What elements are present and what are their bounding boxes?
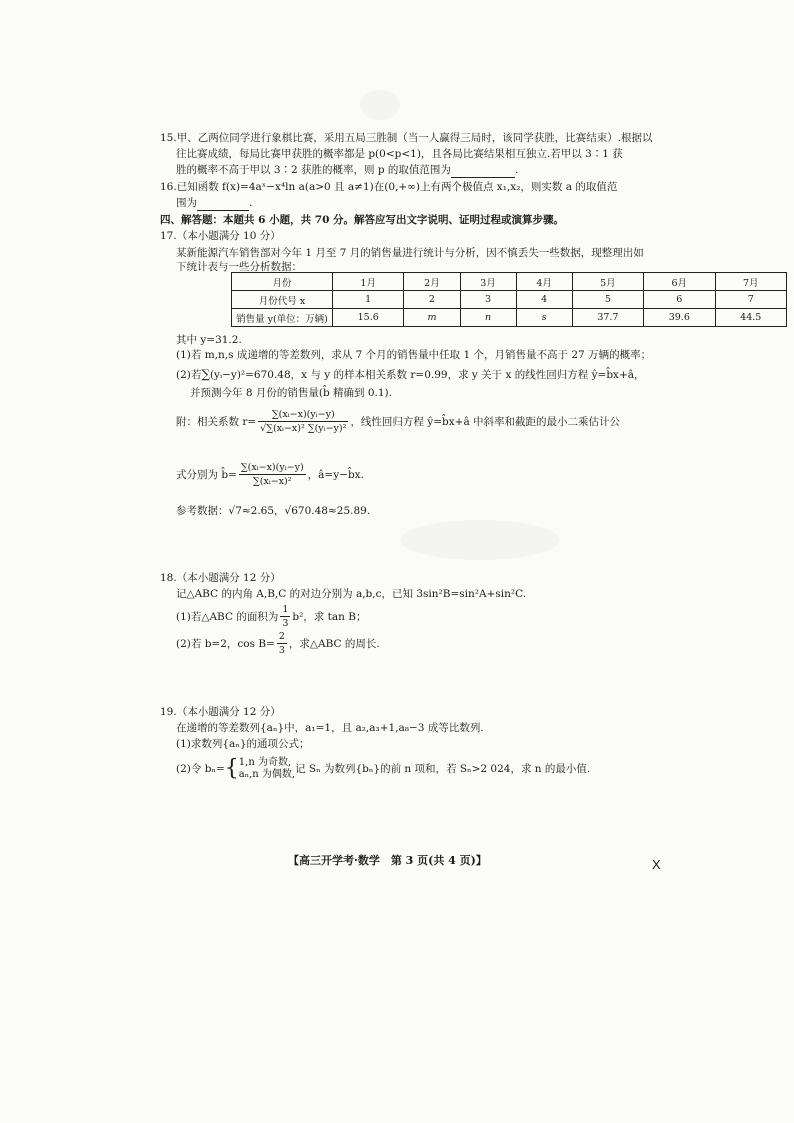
- q17-part2: [176, 367, 645, 382]
- q19-part2-suffix: 记 Sₙ 为数列{bₙ}的前 n 项和，若 Sₙ>2 024，求 n 的最小值.: [295, 763, 591, 775]
- left-brace: {: [224, 756, 239, 781]
- table-cell: 5月: [572, 273, 643, 291]
- table-cell: 15.6: [333, 309, 404, 327]
- q17-given: 其中 y=31.2.: [176, 334, 242, 346]
- q19-part2: [176, 755, 590, 783]
- correlation-denominator: √∑(xᵢ−x)² ∑(yᵢ−y)²: [260, 423, 347, 434]
- q15-line3-end: .: [514, 164, 519, 176]
- q16-line2-end: .: [249, 197, 253, 209]
- table-cell: 2: [404, 291, 460, 309]
- fraction-one-third: [280, 604, 290, 630]
- slope-numerator: ∑(xᵢ−x)(yᵢ−y): [240, 462, 304, 473]
- table-cell: 月份代号 x: [232, 291, 333, 309]
- q17-part2-prefix: (2)若: [176, 369, 202, 381]
- q18-part2-prefix: (2)若 b=2，cos B=: [176, 638, 275, 650]
- table-cell: 销售量 y(单位：万辆): [232, 309, 333, 327]
- q17-reference: 参考数据：√7≈2.65，√670.48≈25.89.: [176, 505, 371, 517]
- table-cell: 4: [516, 291, 572, 309]
- q17-part2-line2: 并预测今年 8 月份的销售量(b̂ 精确到 0.1).: [190, 387, 392, 399]
- q17-part2-text: (yᵢ−y)²=670.48，x 与 y 的样本相关系数 r=0.99，求 y 关于 x 的线性回归方程 ŷ=b̂x+â，: [209, 369, 645, 381]
- table-cell: 3: [460, 291, 516, 309]
- q17-part1: (1)若 m,n,s 成递增的等差数列，求从 7 个月的销售量中任取 1 个，月销售量不高于 27 万辆的概率；: [176, 349, 652, 361]
- table-row-sales: [232, 309, 787, 327]
- q18-part2-suffix: ，求△ABC 的周长.: [288, 638, 380, 650]
- q17-intro1: 某新能源汽车销售部对今年 1 月至 7 月的销售量进行统计与分析，因不慎丢失一些数据，现整理出如: [176, 247, 644, 259]
- table-cell: 37.7: [572, 309, 643, 327]
- table-cell: 6: [644, 291, 715, 309]
- q15-line3: [176, 163, 518, 178]
- correlation-numerator: ∑(xᵢ−x)(yᵢ−y): [258, 409, 348, 422]
- fraction-denominator: 3: [282, 618, 289, 629]
- section-heading: 四、解答题：本题共 6 小题，共 70 分。解答应写出文字说明、证明过程或演算步骤。: [160, 214, 565, 226]
- formula-suffix: ，â=y−b̂x.: [307, 469, 364, 481]
- piecewise-cases: [239, 757, 295, 781]
- q18-part1-suffix: b²，求 tan B；: [292, 611, 367, 623]
- q18-part1: [176, 604, 366, 630]
- q19-heading: 19.（本小题满分 12 分）: [160, 706, 281, 718]
- table-cell: s: [516, 309, 572, 327]
- table-cell: 1: [333, 291, 404, 309]
- appendix-suffix: ，线性回归方程 ŷ=b̂x+â 中斜率和截距的最小二乘估计公: [350, 416, 621, 428]
- q16-line2: [176, 196, 252, 211]
- sales-data-table: [231, 272, 787, 327]
- q15-answer-blank: [451, 163, 515, 178]
- q17-intro2: 下统计表与一些分析数据：: [176, 261, 302, 273]
- table-cell: 3月: [460, 273, 516, 291]
- q18-part1-prefix: (1)若△ABC 的面积为: [176, 611, 279, 623]
- q18-heading: 18.（本小题满分 12 分）: [160, 572, 281, 584]
- q19-intro: 在递增的等差数列{aₙ}中，a₁=1，且 a₂,a₃+1,a₈−3 成等比数列.: [176, 722, 484, 734]
- fraction-numerator: 2: [278, 631, 285, 642]
- table-cell: 7月: [715, 273, 787, 291]
- fraction-two-thirds: [277, 631, 287, 657]
- corner-mark: X: [652, 857, 661, 872]
- table-cell: m: [404, 309, 460, 327]
- table-cell: n: [460, 309, 516, 327]
- table-cell: 1月: [333, 273, 404, 291]
- fraction-numerator: 1: [282, 604, 289, 615]
- sum-symbol: ∑: [201, 367, 210, 381]
- table-cell: 5: [572, 291, 643, 309]
- q15-line1: 15.甲、乙两位同学进行象棋比赛，采用五局三胜制（当一人赢得三局时，该同学获胜，比赛结束）.根据以: [160, 132, 653, 144]
- table-cell: 7: [715, 291, 787, 309]
- fraction-denominator: 3: [278, 645, 285, 656]
- table-cell: 39.6: [644, 309, 715, 327]
- case-even: aₙ,n 为偶数,: [238, 769, 296, 780]
- q16-line1: 16.已知函数 f(x)=4aˣ−x⁴ln a(a>0 且 a≠1)在(0,+∞)上有两个极值点 x₁,x₂，则实数 a 的取值范: [160, 181, 618, 193]
- q16-line2-text: 围为: [176, 197, 197, 209]
- table-cell: 月份: [232, 273, 333, 291]
- table-cell: 44.5: [715, 309, 787, 327]
- table-row-code: [232, 291, 787, 309]
- correlation-formula: [258, 409, 348, 435]
- q15-line3-text: 胜的概率不高于甲以 3∶2 获胜的概率，则 p 的取值范围为: [176, 164, 451, 176]
- q17-heading: 17.（本小题满分 10 分）: [160, 230, 281, 242]
- q18-part2: [176, 631, 380, 657]
- scan-smudge: [360, 90, 400, 120]
- table-cell: 2月: [404, 273, 460, 291]
- q17-appendix: [176, 408, 620, 436]
- formula-prefix: 式分别为 b̂=: [176, 469, 237, 481]
- q15-line2: 往比赛成绩，每局比赛甲获胜的概率都是 p(0<p<1)，且各局比赛结果相互独立.若甲以 3∶1 获: [176, 148, 623, 160]
- page-footer: 【高三开学考·数学 第 3 页(共 4 页)】: [288, 854, 487, 867]
- case-odd: 1,n 为奇数,: [238, 757, 292, 768]
- table-cell: 6月: [644, 273, 715, 291]
- q19-part1: (1)求数列{aₙ}的通项公式；: [176, 738, 310, 750]
- table-row-month: [232, 273, 787, 291]
- q17-formula: [176, 461, 364, 489]
- scan-smudge: [400, 520, 560, 560]
- table-cell: 4月: [516, 273, 572, 291]
- appendix-prefix: 附：相关系数 r=: [176, 416, 257, 428]
- slope-denominator: ∑(xᵢ−x)²: [252, 476, 292, 487]
- q16-answer-blank: [197, 196, 249, 211]
- slope-formula: [239, 462, 306, 488]
- q18-intro: 记△ABC 的内角 A,B,C 的对边分别为 a,b,c，已知 3sin²B=sin²A+sin²C.: [176, 588, 527, 600]
- q19-part2-prefix: (2)令 bₙ=: [176, 763, 225, 775]
